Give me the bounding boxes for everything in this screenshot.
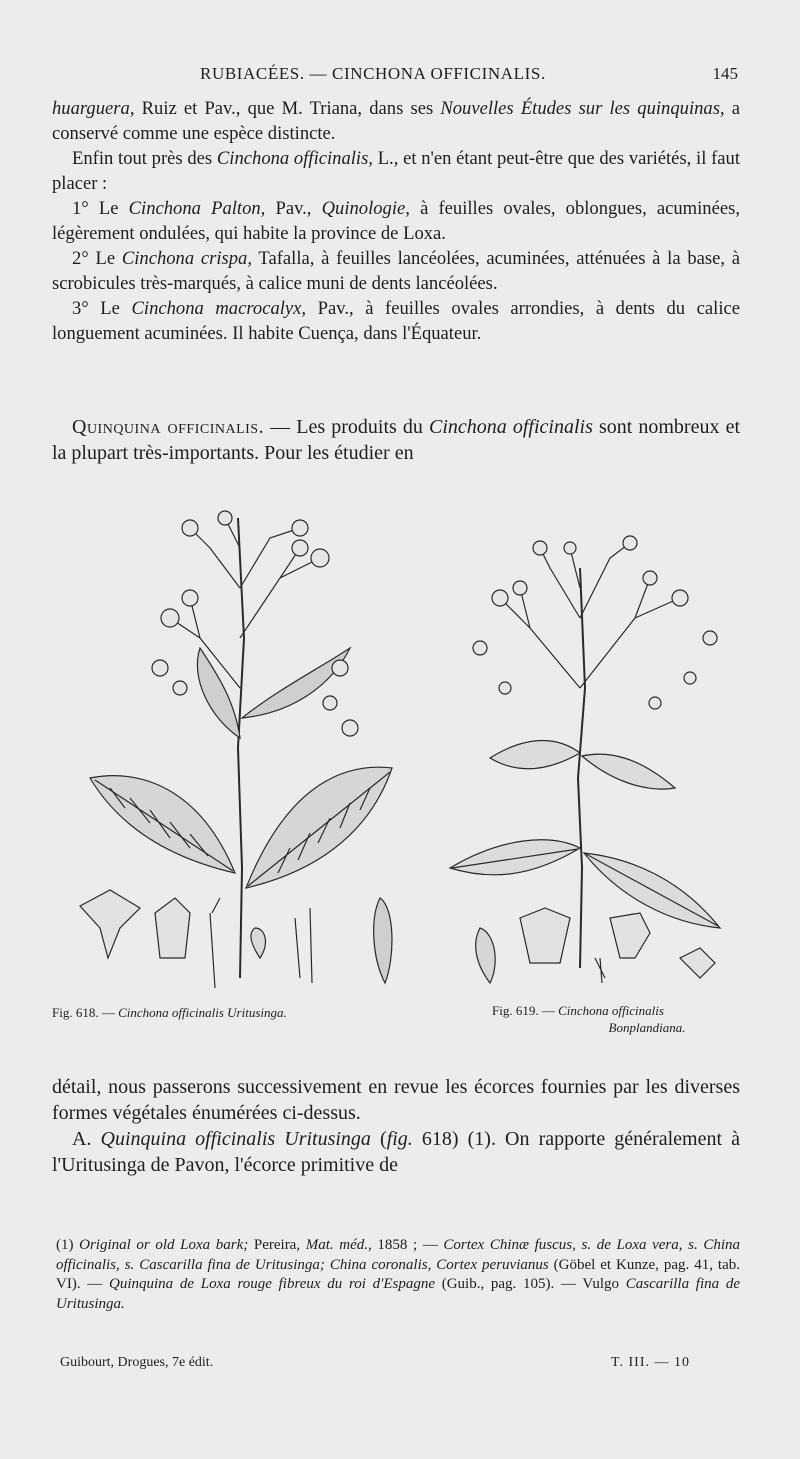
figure-619-plant-illustration <box>450 536 720 983</box>
paragraph-huarguera: huarguera, Ruiz et Pav., que M. Triana, dans ses Nouvelles Études sur les quinquinas, a conservé comme une espèce distincte. <box>52 98 740 144</box>
running-title: RUBIACÉES. — CINCHONA OFFICINALIS. <box>200 64 546 83</box>
text-block-uritusinga <box>52 1074 740 1178</box>
footnote-1 <box>56 1236 740 1314</box>
paragraph-variety-macrocalyx: 3° Le Cinchona macrocalyx, Pav., à feuilles ovales arrondies, à dents du calice longuement acuminées. Il habite Cuença, dans l'Équateur. <box>52 298 740 344</box>
signature-mark: Guibourt, Drogues, 7e édit. <box>60 1355 214 1370</box>
botanical-illustrations <box>50 488 750 1000</box>
botanical-engraving <box>50 488 750 1000</box>
page-header <box>60 64 740 88</box>
figure-618-caption: Fig. 618. — Cinchona officinalis Uritusinga. <box>52 1005 287 1020</box>
paragraph-uritusinga: A. Quinquina officinalis Uritusinga (fig. 618) (1). On rapporte généralement à l'Uritusinga de Pavon, l'écorce primitive de <box>52 1128 740 1176</box>
paragraph-variety-palton: 1° Le Cinchona Palton, Pav., Quinologie, à feuilles ovales, oblongues, acuminées, légèrement ondulées, qui habite la province de Loxa. <box>52 198 740 244</box>
figure-619-caption: Fig. 619. — Cinchona officinalis Bonplandiana. <box>492 1003 686 1035</box>
paragraph-quinquina-officinalis: Quinquina officinalis. — Les produits du Cinchona officinalis sont nombreux et la plupart très-importants. Pour les étudier en <box>52 416 740 464</box>
figure-618-plant-illustration <box>80 511 392 988</box>
text-block-varieties <box>52 96 740 346</box>
footnote-text: (1) Original or old Loxa bark; Pereira, Mat. méd., 1858 ; — Cortex Chinæ fuscus, s. de Loxa vera, s. China officinalis, s. Cascarilla fina de Uritusinga; China coronalis, Cortex peruvianus (Göbel et Kunze, pag. 41, tab. VI). — Quinquina de Loxa rouge fibreux du roi d'Espagne (Guib., pag. 105). — Vulgo Cascarilla fina de Uritusinga. <box>56 1237 741 1312</box>
paragraph-variety-crispa: 2° Le Cinchona crispa, Tafalla, à feuilles lancéolées, acuminées, atténuées à la base, à scrobicules très-marqués, à calice muni de dents lancéolées. <box>52 248 740 294</box>
page-footer <box>60 1355 740 1375</box>
page-number: 145 <box>712 64 738 83</box>
volume-signature: T. III. — 10 <box>611 1355 690 1370</box>
text-block-quinquina-officinalis <box>52 414 740 466</box>
paragraph-detail: détail, nous passerons successivement en revue les écorces fournies par les diverses formes végétales énumérées ci-dessus. <box>52 1076 740 1124</box>
section-heading: Quinquina officinalis. <box>72 416 265 438</box>
paragraph-varieties-intro: Enfin tout près des Cinchona officinalis, L., et n'en étant peut-être que des variétés, il faut placer : <box>52 148 741 194</box>
